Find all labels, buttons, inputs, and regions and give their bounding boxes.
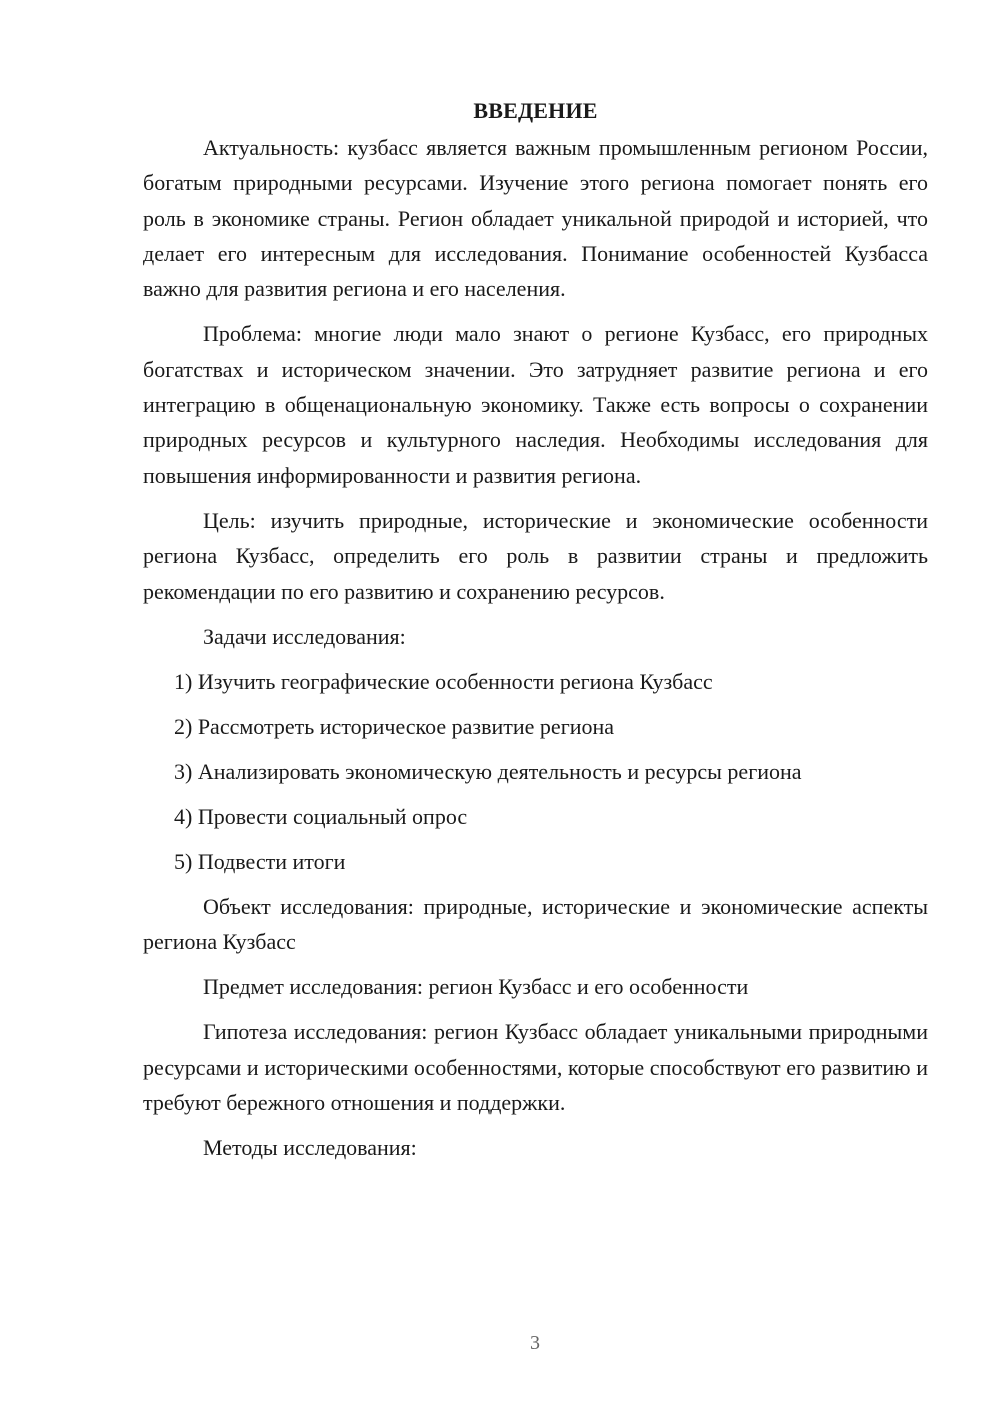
relevance-paragraph: Актуальность: кузбасс является важным промышленным регионом России, богатым природными ресурсами. Изучение этого региона помогает понять его роль в экономике страны. Регион обладает уникальной природой и историей, что делает его интересным для исследования. Понимание особенностей Кузбасса важно для развития региона и его населения. xyxy=(143,135,928,302)
list-item: 4) Провести социальный опрос xyxy=(174,803,468,829)
page-title: ВВЕДЕНИЕ xyxy=(473,98,598,123)
methods-heading: Методы исследования: xyxy=(203,1135,417,1161)
tasks-heading: Задачи исследования: xyxy=(203,623,406,649)
object-paragraph: Объект исследования: природные, исторические и экономические аспекты региона Кузбасс xyxy=(143,893,928,955)
hypothesis-paragraph: Гипотеза исследования: регион Кузбасс обладает уникальными природными ресурсами и историческими особенностями, которые способствуют его развитию и требуют бережного отношения и поддержки. xyxy=(143,1019,928,1116)
list-item: 1) Изучить географические особенности региона Кузбасс xyxy=(174,668,713,694)
list-item: 2) Рассмотреть историческое развитие региона xyxy=(174,713,615,739)
goal-paragraph: Цель: изучить природные, исторические и экономические особенности региона Кузбасс, определить его роль в развитии страны и предложить рекомендации по его развитию и сохранению ресурсов. xyxy=(143,507,928,604)
subject-paragraph: Предмет исследования: регион Кузбасс и его особенности xyxy=(203,974,749,1000)
list-item: 5) Подвести итоги xyxy=(174,848,346,874)
tasks-list xyxy=(143,664,928,879)
document-page xyxy=(143,96,928,1175)
list-item: 3) Анализировать экономическую деятельность и ресурсы региона xyxy=(174,758,802,784)
page-number: 3 xyxy=(530,1332,540,1354)
problem-paragraph: Проблема: многие люди мало знают о регионе Кузбасс, его природных богатствах и историческом значении. Это затрудняет развитие региона и его интеграцию в общенациональную экономику. Также есть вопросы о сохранении природных ресурсов и культурного наследия. Необходимы исследования для повышения информированности и развития региона. xyxy=(143,321,928,488)
